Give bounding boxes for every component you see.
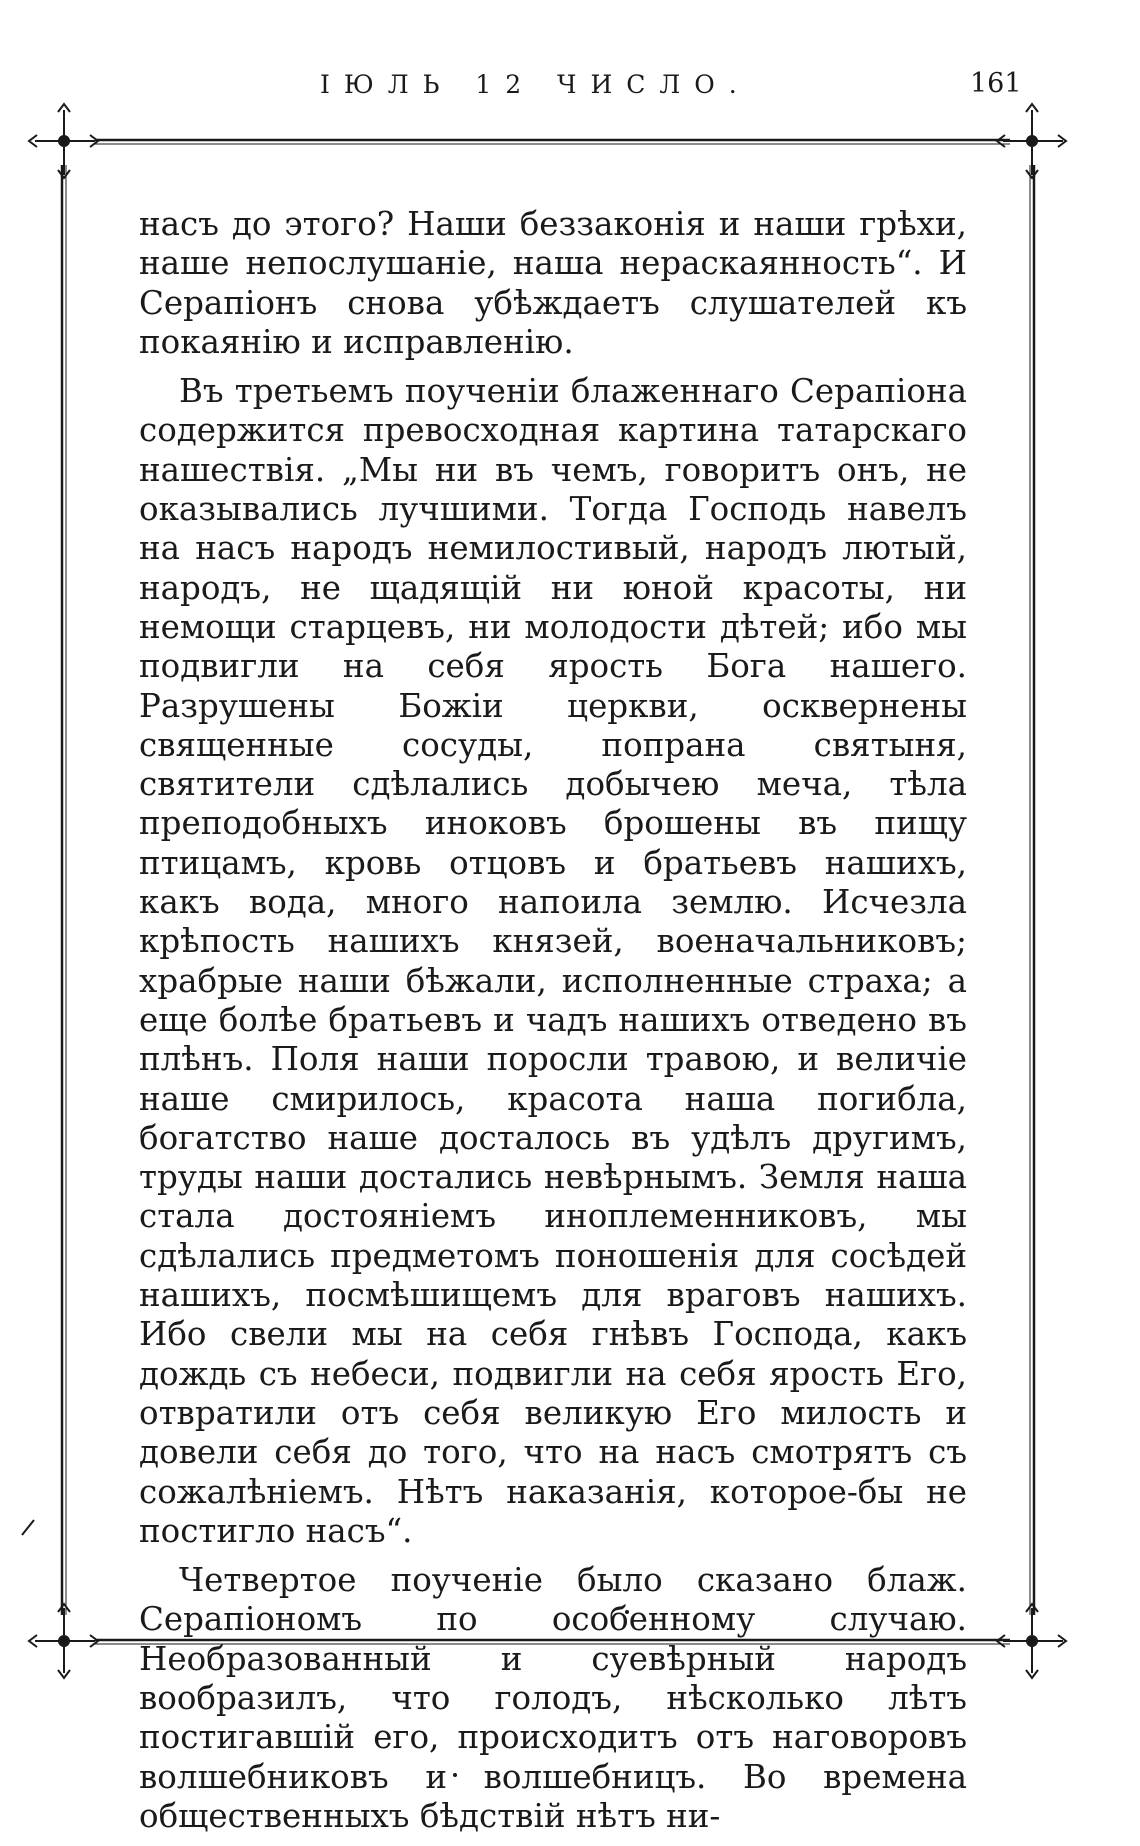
paragraph: Четвертое поученіе было сказано блаж. Серапіономъ по особенному случаю. Необразованный и суевѣрный народъ вообразилъ, что голодъ, нѣсколько лѣтъ постигавшій его, происходитъ отъ наговоровъ волшебниковъ и волшебницъ. Во времена общественныхъ бѣдствій нѣтъ ни- bbox=[139, 1561, 967, 1835]
corner-ornament-top-right bbox=[997, 104, 1066, 178]
margin-stroke bbox=[22, 1520, 34, 1535]
corner-ornament-bottom-right bbox=[997, 1604, 1066, 1678]
running-head: ІЮЛЬ 12 ЧИСЛО. bbox=[320, 70, 751, 99]
page-number: 161 bbox=[970, 68, 1022, 99]
corner-ornament-top-left bbox=[29, 104, 98, 178]
paragraph: насъ до этого? Наши беззаконія и наши грѣхи, наше непослушаніе, наша нераскаянность“. И Серапіонъ снова убѣждаетъ слушателей къ покаянію и исправленію. bbox=[139, 205, 967, 361]
paragraph: Въ третьемъ поученіи блаженнаго Серапіона содержится превосходная картина татарскаго нашествія. „Мы ни въ чемъ, говоритъ онъ, не оказывались лучшими. Тогда Господь навелъ на насъ народъ немилостивый, народъ лютый, народъ, не щадящій ни юной красоты, ни немощи старцевъ, ни молодости дѣтей; ибо мы подвигли на себя ярость Бога нашего. Разрушены Божіи церкви, осквернены священные сосуды, попрана святыня, святители сдѣлались добычею меча, тѣла преподобныхъ иноковъ брошены въ пищу птицамъ, кровь отцовъ и братьевъ нашихъ, какъ вода, много напоила землю. Исчезла крѣпость нашихъ князей, военачальниковъ; храбрые наши бѣжали, исполненные страха; а еще болѣе братьевъ и чадъ нашихъ отведено въ плѣнъ. Поля наши поросли травою, и величіе наше смирилось, красота наша погибла, богатство наше досталось въ удѣлъ другимъ, труды наши достались невѣрнымъ. Земля наша стала достояніемъ иноплеменниковъ, мы сдѣлались предметомъ поношенія для сосѣдей нашихъ, посмѣшищемъ для враговъ нашихъ. Ибо свели мы на себя гнѣвъ Господа, какъ дождь съ небеси, подвигли на себя ярость Его, отвратили отъ себя великую Его милость и довели себя до того, что на насъ смотрятъ съ сожалѣніемъ. Нѣтъ наказанія, которое-бы не постигло насъ“. bbox=[139, 372, 967, 1550]
body-text bbox=[139, 205, 967, 1846]
corner-ornament-bottom-left bbox=[29, 1604, 98, 1678]
